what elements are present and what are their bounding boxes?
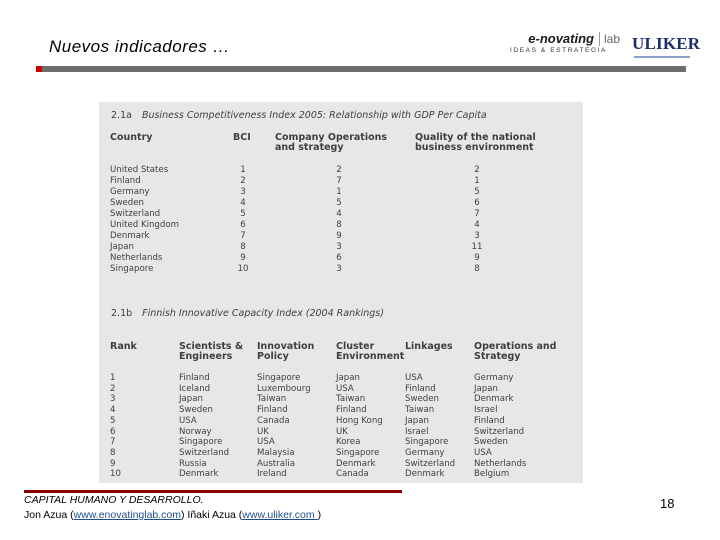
- table-b-cell: Sweden: [474, 437, 508, 448]
- table-a-cell: 5: [474, 187, 480, 197]
- table-a-cell: Finland: [110, 176, 141, 186]
- enovating-logo-lab: lab: [599, 32, 620, 46]
- footer-rule: [24, 490, 402, 493]
- table-a-cell: 9: [336, 231, 342, 241]
- table-b-cell: 4: [110, 405, 116, 416]
- table-a-cell: 1: [240, 165, 246, 175]
- table-a-cell: 9: [240, 253, 246, 263]
- header-rule: [36, 66, 686, 72]
- table-a-cell: 3: [474, 231, 480, 241]
- table-b-title: Finnish Innovative Capacity Index (2004 Rankings): [142, 308, 384, 319]
- table-b-cell: Ireland: [257, 469, 287, 480]
- table-b-cell: Sweden: [179, 405, 213, 416]
- table-b-cell: Finland: [405, 383, 436, 394]
- table-a-cell: 5: [336, 198, 342, 208]
- table-b-header-5: Operations and Strategy: [474, 341, 557, 362]
- table-a-cell: 4: [240, 198, 246, 208]
- uliker-link[interactable]: www.uliker.com: [242, 509, 318, 521]
- table-b-cell: Israel: [474, 405, 498, 416]
- page-number: 18: [660, 496, 675, 511]
- table-b-cell: Canada: [336, 469, 369, 480]
- table-a-label: 2.1a: [111, 110, 132, 121]
- table-a-cell: 2: [474, 165, 480, 175]
- table-b-cell: Japan: [179, 394, 203, 405]
- table-b-cell: Russia: [179, 458, 207, 469]
- table-a-header-3: Quality of the national business environment: [415, 132, 536, 153]
- table-b-cell: Netherlands: [474, 458, 527, 469]
- table-b-cell: UK: [336, 426, 348, 437]
- table-a-cell: 7: [336, 176, 342, 186]
- table-a-cell: 7: [474, 209, 480, 219]
- table-b-cell: Luxembourg: [257, 383, 311, 394]
- table-a-cell: 5: [240, 209, 246, 219]
- table-a-cell: 1: [474, 176, 480, 186]
- table-a-cell: 3: [336, 264, 342, 274]
- enovating-logo-tagline: IDEAS & ESTRATEGIA: [510, 47, 607, 54]
- table-b-header-0: Rank: [110, 341, 137, 352]
- table-a-cell: 6: [474, 198, 480, 208]
- enovating-logo: [510, 31, 622, 59]
- footer-title: CAPITAL HUMANO Y DESARROLLO.: [24, 494, 204, 506]
- table-b-cell: 1: [110, 373, 116, 383]
- uliker-logo: [632, 34, 701, 62]
- table-b-cell: Canada: [257, 415, 290, 426]
- table-a-cell: 7: [240, 231, 246, 241]
- table-b-cell: 8: [110, 447, 116, 458]
- table-a-cell: 8: [240, 242, 246, 252]
- table-b-cell: Hong Kong: [336, 415, 383, 426]
- table-b-header-3: Cluster Environment: [336, 341, 405, 362]
- table-b-cell: Finland: [257, 405, 288, 416]
- table-a-cell: 3: [336, 242, 342, 252]
- table-a-cell: Japan: [110, 242, 134, 252]
- table-b-cell: Singapore: [405, 437, 449, 448]
- table-b-cell: Norway: [179, 426, 212, 437]
- table-b-cell: 5: [110, 415, 116, 426]
- table-a-cell: 2: [336, 165, 342, 175]
- table-b-cell: Korea: [336, 437, 361, 448]
- table-b-caption: [111, 308, 384, 319]
- table-a-cell: 6: [336, 253, 342, 263]
- table-b-cell: Taiwan: [405, 405, 435, 416]
- table-b-cell: 2: [110, 383, 116, 394]
- table-b-label: 2.1b: [111, 308, 133, 319]
- footer-closing: ): [317, 509, 322, 521]
- table-a-cell: 9: [474, 253, 480, 263]
- page-title: Nuevos indicadores …: [49, 37, 231, 56]
- rankings-figure: [99, 102, 583, 483]
- table-b-cell: Singapore: [179, 437, 223, 448]
- table-a-cell: Netherlands: [110, 253, 163, 263]
- table-b-cell: 6: [110, 426, 116, 437]
- table-a-cell: 2: [240, 176, 246, 186]
- table-b-cell: Germany: [474, 373, 514, 383]
- table-b-cell: Malaysia: [257, 447, 295, 458]
- table-b-cell: Denmark: [474, 394, 514, 405]
- table-a-cell: United Kingdom: [110, 220, 179, 230]
- table-b-cell: Singapore: [336, 447, 380, 458]
- table-b-header-1: Scientists & Engineers: [179, 341, 244, 362]
- table-a-header-1: BCI: [233, 132, 251, 143]
- table-a-caption: [111, 110, 487, 121]
- table-a-cell: United States: [110, 165, 169, 175]
- table-a-cell: Denmark: [110, 231, 150, 241]
- table-b-cell: Finland: [474, 415, 505, 426]
- table-a-cell: Germany: [110, 187, 150, 197]
- table-a-cell: 6: [240, 220, 246, 230]
- table-b-cell: UK: [257, 426, 269, 437]
- table-b-cell: Finland: [179, 373, 210, 383]
- table-b-cell: Switzerland: [405, 458, 456, 469]
- table-b-cell: 7: [110, 437, 116, 448]
- table-b-cell: Japan: [474, 383, 498, 394]
- table-a-cell: 3: [240, 187, 246, 197]
- uliker-logo-text: ULIKER: [632, 34, 701, 53]
- table-a-header-0: Country: [110, 132, 153, 143]
- footer-author-2: ) Iñaki Azua (: [181, 509, 243, 521]
- table-b-cell: Germany: [405, 447, 445, 458]
- table-b-cell: Belgium: [474, 469, 510, 480]
- table-a-header-2: Company Operations and strategy: [275, 132, 388, 153]
- table-b-cell: Denmark: [405, 469, 445, 480]
- table-a-cell: Singapore: [110, 264, 154, 274]
- table-b-cell: 10: [110, 469, 121, 480]
- table-a-cell: 11: [471, 242, 483, 252]
- table-a-cell: 4: [474, 220, 480, 230]
- table-b-cell: Singapore: [257, 373, 301, 383]
- table-a-cell: 10: [237, 264, 249, 274]
- table-a-cell: 1: [336, 187, 342, 197]
- enovating-logo-text: e-novating: [528, 31, 594, 46]
- table-a-cell: Switzerland: [110, 209, 161, 219]
- table-b-cell: Finland: [336, 405, 367, 416]
- table-b-cell: USA: [474, 447, 492, 458]
- footer-author-1: Jon Azua (: [24, 509, 74, 521]
- enovatinglab-link[interactable]: www.enovatinglab.com: [73, 509, 182, 521]
- table-b-cell: Australia: [257, 458, 296, 469]
- table-b-header-2: Innovation Policy: [257, 341, 315, 362]
- table-b-cell: USA: [179, 415, 197, 426]
- table-b-cell: USA: [336, 383, 354, 394]
- table-a-cell: Sweden: [110, 198, 144, 208]
- table-b-cell: USA: [257, 437, 275, 448]
- table-b-cell: Denmark: [336, 458, 376, 469]
- table-b-cell: USA: [405, 373, 423, 383]
- table-b-cell: Switzerland: [179, 447, 230, 458]
- table-b-cell: Taiwan: [336, 394, 366, 405]
- table-b-cell: Switzerland: [474, 426, 525, 437]
- table-b-cell: 3: [110, 394, 116, 405]
- table-a-cell: 8: [474, 264, 480, 274]
- table-b-cell: Denmark: [179, 469, 219, 480]
- table-a-cell: 8: [336, 220, 342, 230]
- table-b-cell: Japan: [336, 373, 360, 383]
- table-a-title: Business Competitiveness Index 2005: Relationship with GDP Per Capita: [141, 110, 487, 121]
- table-b-cell: Israel: [405, 426, 429, 437]
- table-a-cell: 4: [336, 209, 342, 219]
- table-b-cell: 9: [110, 458, 116, 469]
- uliker-logo-underline: [634, 56, 690, 58]
- table-b-cell: Sweden: [405, 394, 439, 405]
- footer-credits: [24, 509, 321, 521]
- table-b-cell: Japan: [405, 415, 429, 426]
- table-b-header-4: Linkages: [405, 341, 453, 352]
- table-b-cell: Taiwan: [257, 394, 287, 405]
- table-b-cell: Iceland: [179, 383, 211, 394]
